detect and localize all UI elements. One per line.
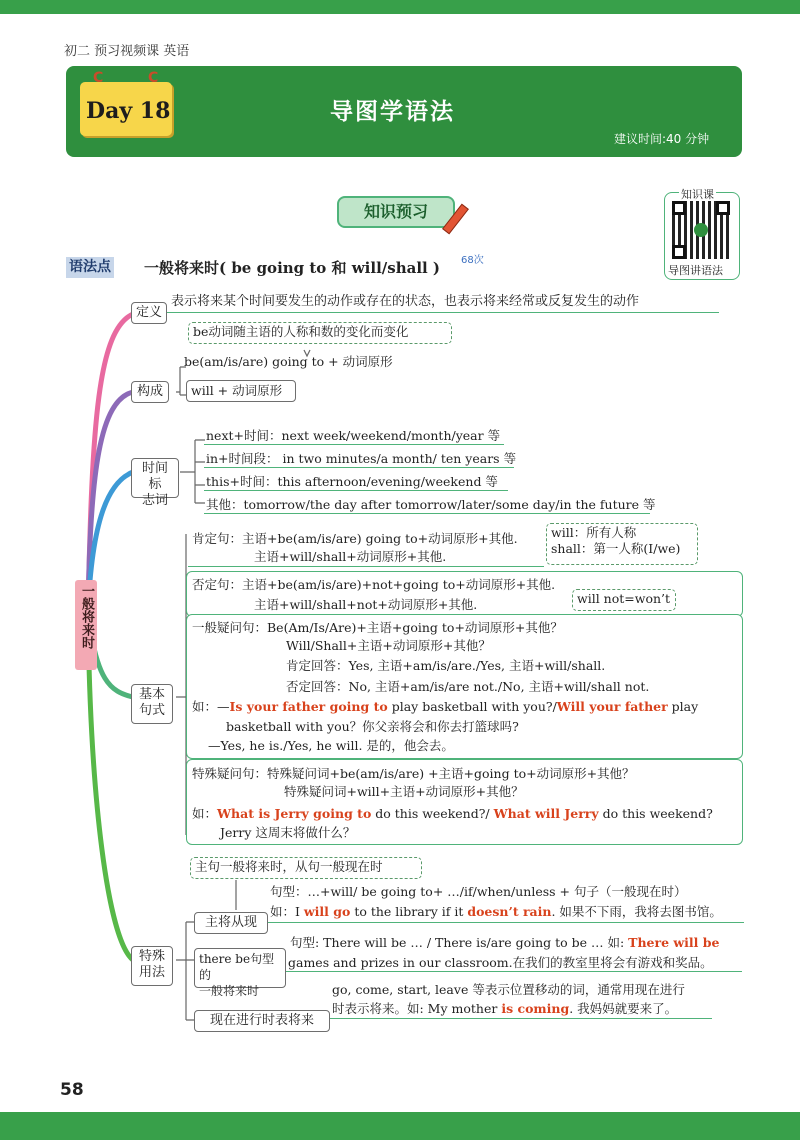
basic-label	[131, 684, 173, 724]
affirmative-note-will: will：所有人称	[551, 525, 637, 540]
general-q-example-line3: —Yes, he is./Yes, he will. 是的，他会去。	[208, 738, 454, 753]
time-bracket	[180, 440, 205, 503]
progressive-underline	[330, 1018, 712, 1019]
time-item-next: next+时间：next week/weekend/month/year 等	[206, 428, 501, 443]
progressive-text-b: . 我妈妈就要来了。	[569, 1001, 678, 1016]
general-q-ex-prefix: 如：—	[192, 699, 230, 714]
special-q-ex-red2: What will Jerry	[493, 806, 599, 821]
time-underline-3	[204, 490, 508, 491]
time-note: 建议时间:40 分钟	[614, 132, 710, 146]
main-ex-b: to the library if it	[350, 904, 468, 919]
there-be-label-line1: there be句型的	[199, 952, 275, 982]
special-q-ex-red1: What is Jerry going to	[217, 806, 372, 821]
grammar-label: 语法点	[66, 257, 114, 278]
form-label: 构成	[131, 381, 169, 403]
form-line2: will + 动词原形	[186, 380, 296, 402]
general-q-ex-red1: Is your father going to	[229, 699, 388, 714]
qr-top-label: 知识课	[681, 188, 714, 201]
root-label: 一般将来时	[79, 584, 94, 649]
special-q-example-line2: Jerry 这周末将做什么？	[220, 825, 356, 840]
general-q-line2: Will/Shall+主语+动词原形+其他？	[286, 638, 491, 653]
definition-underline	[167, 312, 719, 313]
negative-line1: 否定句：主语+be(am/is/are)+not+going to+动词原形+其他.	[192, 577, 556, 592]
general-q-line3: 肯定回答：Yes, 主语+am/is/are./Yes, 主语+will/shall.	[286, 658, 606, 673]
progressive-line2	[332, 1001, 677, 1017]
ring-left: C	[93, 70, 104, 86]
special-q-ex-end: do this weekend?	[598, 806, 713, 821]
progressive-line1: go, come, start, leave 等表示位置移动的词，通常用现在进行	[332, 982, 685, 997]
time-underline-2	[204, 467, 514, 468]
general-q-ex-end: play	[667, 699, 699, 714]
affirmative-line2: 主语+will/shall+动词原形+其他.	[254, 549, 447, 564]
time-item-in: in+时间段： in two minutes/a month/ ten years 等	[206, 451, 517, 466]
main-clause-underline	[268, 922, 744, 923]
time-label	[131, 458, 179, 508]
there-be-example: games and prizes in our classroom.在我们的教室里将会有游戏和奖品。	[288, 955, 713, 970]
definition-label: 定义	[131, 302, 167, 324]
negative-line2: 主语+will/shall+not+动词原形+其他.	[254, 597, 478, 612]
main-ex-c: . 如果不下雨，我将去图书馆。	[551, 904, 722, 919]
special-q-example	[192, 806, 713, 822]
progressive-text-a: 时表示将来。如: My mother	[332, 1001, 502, 1016]
general-q-ex-red2: Will your father	[556, 699, 668, 714]
there-be-underline	[286, 971, 742, 972]
grammar-title: 一般将来时( be going to 和 will/shall )	[144, 259, 441, 277]
time-underline-1	[204, 444, 504, 445]
general-q-example	[192, 699, 698, 715]
basic-bracket	[176, 534, 186, 835]
there-be-label-line2: 一般将来时	[199, 984, 260, 998]
special-bracket	[176, 922, 196, 1020]
there-be-pattern	[290, 935, 719, 951]
there-be-red: There will be	[628, 935, 720, 950]
affirmative-line1: 肯定句：主语+be(am/is/are) going to+动词原形+其他.	[192, 531, 518, 546]
main-clause-label: 主将从现	[194, 912, 268, 934]
general-q-ex-mid: play basketball with you?/	[387, 699, 557, 714]
there-be-pattern-text: 句型: There will be … / There is/are going to be … 如:	[290, 935, 629, 950]
time-label-line1: 时间标	[141, 461, 168, 492]
time-item-other: 其他：tomorrow/the day after tomorrow/later/some day/in the future 等	[206, 497, 656, 512]
special-q-line2: 特殊疑问词+will+主语+动词原形+其他？	[284, 784, 524, 799]
main-clause-note: 主句一般将来时，从句一般现在时	[190, 857, 422, 879]
general-q-line1: 一般疑问句：Be(Am/Is/Are)+主语+going to+动词原形+其他？	[192, 620, 563, 635]
negative-note: will not=won’t	[572, 589, 676, 611]
definition-text: 表示将来某个时间要发生的动作或存在的状态，也表示将来经常或反复发生的动作	[171, 294, 640, 309]
day-label: Day 18	[86, 98, 171, 124]
page-number: 58	[60, 1080, 84, 1100]
affirmative-note-shall: shall：第一人称(I/we)	[551, 541, 681, 556]
form-line1: be(am/is/are) going to + 动词原形	[184, 354, 393, 369]
form-note: be动词随主语的人称和数的变化而变化	[188, 322, 452, 344]
time-underline-4	[204, 513, 650, 514]
series-label: 初二 预习视频课 英语	[64, 44, 190, 59]
qr-bottom-label: 导图讲语法	[668, 264, 723, 277]
grammar-count: 68次	[461, 255, 484, 266]
banner-title: 导图学语法	[330, 99, 455, 125]
special-q-line1: 特殊疑问句：特殊疑问词+be(am/is/are) +主语+going to+动词原形+其他？	[192, 766, 635, 781]
basic-label-line1: 基本	[138, 687, 165, 702]
affirmative-underline	[188, 566, 544, 567]
special-label	[131, 946, 173, 986]
progressive-red: is coming	[501, 1001, 570, 1016]
section-title: 知识预习	[337, 196, 455, 228]
there-be-label	[194, 948, 286, 998]
main-ex-red1: will go	[303, 904, 351, 919]
progressive-label: 现在进行时表将来	[194, 1010, 330, 1032]
basic-label-line2: 句式	[138, 703, 165, 718]
general-q-line4: 否定回答：No, 主语+am/is/are not./No, 主语+will/shall not.	[286, 679, 650, 694]
affirmative-note	[546, 523, 698, 565]
special-label-line1: 特殊	[138, 949, 165, 964]
time-label-line2: 志词	[141, 493, 168, 508]
special-q-ex-mid: do this weekend?/	[371, 806, 494, 821]
special-q-ex-prefix: 如：	[192, 806, 218, 821]
form-bracket	[176, 367, 186, 395]
special-label-line2: 用法	[138, 965, 165, 980]
main-ex-a: 如：I	[270, 904, 304, 919]
general-q-example-line2: basketball with you？你父亲将会和你去打篮球吗?	[226, 719, 519, 734]
main-clause-pattern: 句型：…+will/ be going to+ …/if/when/unless + 句子（一般现在时）	[270, 884, 687, 899]
main-ex-red2: doesn’t rain	[467, 904, 552, 919]
time-item-this: this+时间：this afternoon/evening/weekend 等	[206, 474, 498, 489]
main-clause-example	[270, 904, 722, 920]
ring-right: C	[148, 70, 159, 86]
